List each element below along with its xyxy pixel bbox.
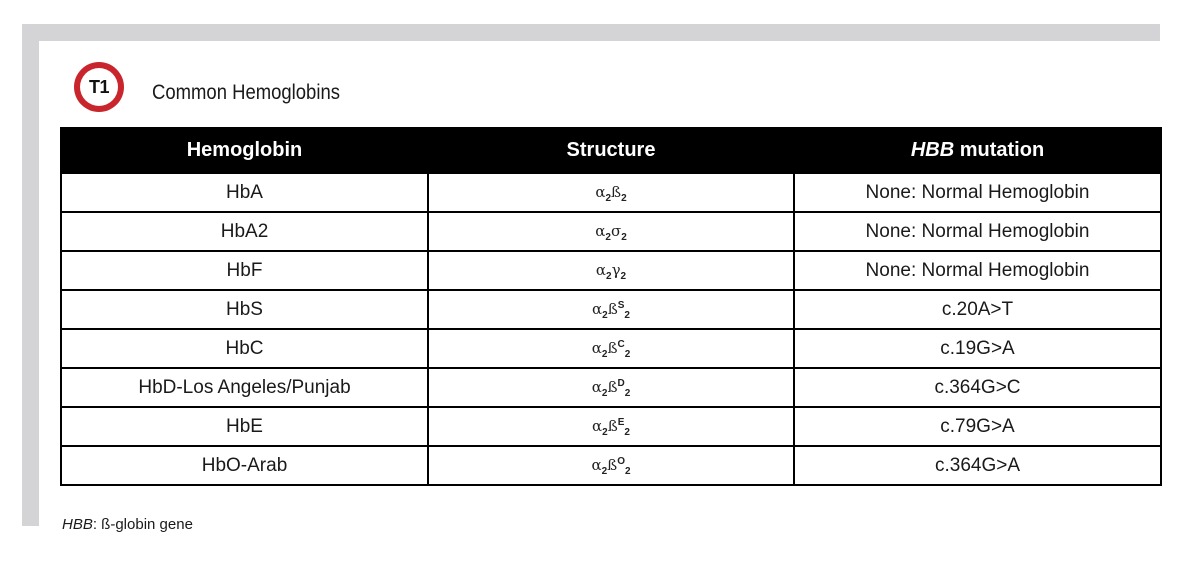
badge-label: T1: [80, 68, 118, 106]
mutation-cell: None: Normal Hemoglobin: [794, 173, 1161, 212]
hemoglobin-name: HbF: [61, 251, 428, 290]
hemoglobin-table: [60, 127, 1162, 486]
hemoglobin-name: HbO-Arab: [61, 446, 428, 485]
footnote: [62, 516, 193, 533]
mutation-cell: c.19G>A: [794, 329, 1161, 368]
structure-formula: [592, 417, 630, 438]
frame-left-bar: [22, 24, 39, 526]
alpha-chain: α: [592, 300, 603, 318]
alpha-count: 2: [601, 349, 608, 360]
header-row: [61, 128, 1161, 173]
second-count: 2: [624, 427, 630, 438]
variant-superscript: S: [617, 300, 625, 311]
second-count: 2: [624, 349, 631, 360]
second-chain: ß: [607, 300, 618, 318]
table-row: [61, 329, 1161, 368]
table-row: [61, 290, 1161, 329]
header-mutation-gene: HBB: [910, 139, 955, 161]
table-row: [61, 407, 1161, 446]
mutation-cell: c.79G>A: [794, 407, 1161, 446]
second-chain: ß: [607, 378, 618, 396]
hemoglobin-name: HbA: [61, 173, 428, 212]
alpha-chain: α: [591, 339, 602, 357]
second-count: 2: [621, 232, 627, 243]
variant-superscript: D: [617, 378, 625, 389]
second-count: 2: [620, 271, 627, 282]
mutation-cell: None: Normal Hemoglobin: [794, 251, 1161, 290]
header-mutation: [794, 128, 1161, 173]
frame-top-bar: [22, 24, 1160, 41]
table-title: Common Hemoglobins: [152, 81, 340, 104]
alpha-chain: α: [595, 183, 606, 201]
second-chain: ß: [611, 183, 622, 201]
mutation-cell: c.20A>T: [794, 290, 1161, 329]
mutation-cell: None: Normal Hemoglobin: [794, 212, 1161, 251]
alpha-count: 2: [602, 427, 608, 438]
structure-cell: [428, 173, 794, 212]
alpha-count: 2: [602, 310, 608, 321]
structure-formula: [595, 183, 627, 204]
header-mutation-label: mutation: [954, 139, 1045, 161]
table-number-badge: [74, 62, 124, 112]
hemoglobin-name: HbD-Los Angeles/Punjab: [61, 368, 428, 407]
second-chain: ß: [607, 339, 618, 357]
structure-cell: [428, 368, 794, 407]
table-row: [61, 251, 1161, 290]
alpha-chain: α: [595, 261, 607, 279]
structure-formula: [592, 300, 630, 321]
structure-cell: [428, 446, 794, 485]
second-count: 2: [624, 310, 630, 321]
second-count: 2: [624, 466, 631, 477]
second-count: 2: [624, 388, 631, 399]
structure-cell: [428, 407, 794, 446]
structure-formula: [591, 456, 631, 477]
alpha-count: 2: [601, 466, 608, 477]
variant-superscript: O: [617, 456, 625, 467]
second-chain: ß: [607, 417, 618, 435]
second-chain: ß: [607, 456, 618, 474]
hemoglobin-name: HbA2: [61, 212, 428, 251]
header-structure: Structure: [428, 128, 794, 173]
structure-formula: [591, 339, 631, 360]
structure-formula: [595, 261, 627, 282]
mutation-cell: c.364G>A: [794, 446, 1161, 485]
alpha-count: 2: [605, 193, 612, 204]
mutation-cell: c.364G>C: [794, 368, 1161, 407]
second-chain: σ: [610, 222, 622, 240]
alpha-chain: α: [595, 222, 606, 240]
table-row: [61, 446, 1161, 485]
variant-superscript: E: [617, 417, 625, 428]
alpha-count: 2: [605, 232, 611, 243]
footnote-gene: HBB: [62, 516, 93, 533]
structure-formula: [591, 378, 631, 399]
variant-superscript: C: [617, 339, 625, 350]
table-row: [61, 368, 1161, 407]
alpha-count: 2: [601, 388, 608, 399]
table-row: [61, 173, 1161, 212]
alpha-chain: α: [591, 456, 602, 474]
footnote-text: : ß-globin gene: [92, 516, 193, 533]
second-count: 2: [621, 193, 627, 204]
structure-cell: [428, 329, 794, 368]
header-hemoglobin: Hemoglobin: [61, 128, 428, 173]
structure-cell: [428, 251, 794, 290]
structure-cell: [428, 290, 794, 329]
hemoglobin-name: HbC: [61, 329, 428, 368]
structure-formula: [595, 222, 627, 243]
hemoglobin-name: HbE: [61, 407, 428, 446]
alpha-chain: α: [591, 378, 602, 396]
second-chain: γ: [611, 261, 621, 279]
table-row: [61, 212, 1161, 251]
hemoglobin-name: HbS: [61, 290, 428, 329]
alpha-count: 2: [606, 271, 612, 282]
alpha-chain: α: [592, 417, 603, 435]
structure-cell: [428, 212, 794, 251]
